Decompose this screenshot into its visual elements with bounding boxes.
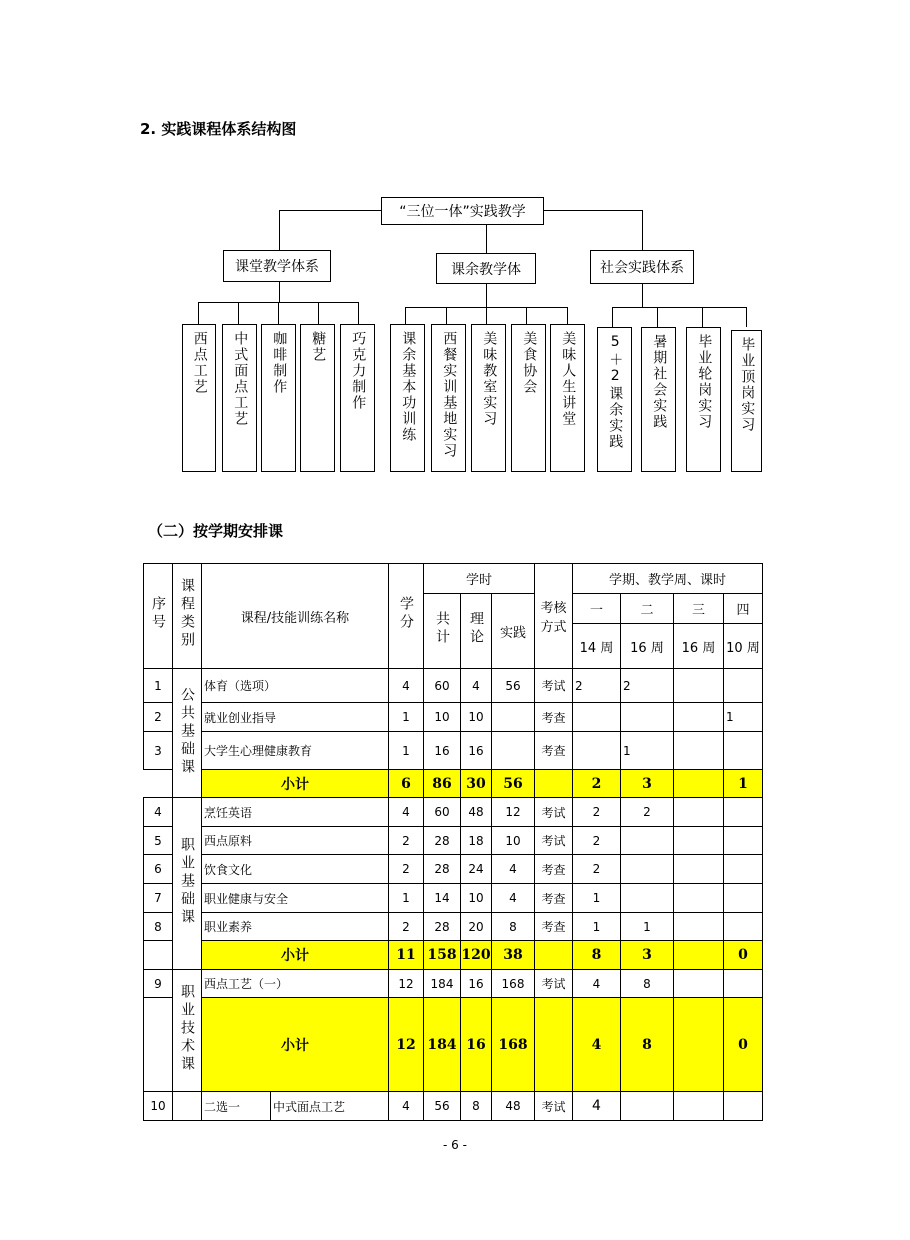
cell-s1: 8 xyxy=(573,941,621,970)
table-row xyxy=(144,732,763,770)
cell-s2: 3 xyxy=(621,770,674,798)
table-row xyxy=(144,884,763,913)
diagram-item: 糖艺 xyxy=(300,324,335,472)
cell-s4 xyxy=(724,669,763,703)
cell-theory: 16 xyxy=(461,970,492,998)
cell-s1 xyxy=(573,732,621,770)
cell-name: 职业健康与安全 xyxy=(202,884,389,913)
cell-assess: 考查 xyxy=(535,703,573,732)
table-row xyxy=(144,1092,763,1121)
diagram-item: 咖啡制作 xyxy=(261,324,296,472)
cell-s2: 1 xyxy=(621,913,674,941)
cell-assess: 考试 xyxy=(535,669,573,703)
header-category: 课程类别 xyxy=(173,564,202,669)
cell-practice xyxy=(492,732,535,770)
diagram-item: 美味人生讲堂 xyxy=(550,324,585,472)
cell-seq: 4 xyxy=(144,798,173,827)
category-technical: 职业技术课 xyxy=(173,970,202,1092)
cell-s3 xyxy=(674,855,724,884)
cell-s1: 2 xyxy=(573,827,621,855)
cell-theory: 8 xyxy=(461,1092,492,1121)
table-row xyxy=(144,827,763,855)
cell-name: 饮食文化 xyxy=(202,855,389,884)
header-semester-group: 学期、教学周、课时 xyxy=(573,564,763,594)
cell-practice: 4 xyxy=(492,855,535,884)
cell-assess: 考查 xyxy=(535,913,573,941)
cell-s3 xyxy=(674,884,724,913)
cell-practice: 8 xyxy=(492,913,535,941)
cell-theory: 10 xyxy=(461,703,492,732)
cell-practice: 168 xyxy=(492,970,535,998)
table-row xyxy=(144,970,763,998)
cell-name: 西点工艺（一） xyxy=(202,970,389,998)
cell-seq: 7 xyxy=(144,884,173,913)
diagram-item: 美食协会 xyxy=(511,324,546,472)
page-number: - 6 - xyxy=(443,1138,467,1152)
cell-seq xyxy=(144,941,173,970)
cell-total: 158 xyxy=(424,941,461,970)
cell-name: 小计 xyxy=(202,998,389,1092)
cell-name: 小计 xyxy=(202,770,389,798)
cell-seq: 1 xyxy=(144,669,173,703)
cell-total: 10 xyxy=(424,703,461,732)
cell-total: 28 xyxy=(424,913,461,941)
cell-theory: 24 xyxy=(461,855,492,884)
cell-credit: 4 xyxy=(389,1092,424,1121)
cell-seq xyxy=(144,770,173,798)
cell-name: 体育（选项） xyxy=(202,669,389,703)
diagram-group-extracurricular: 课余教学体 xyxy=(436,253,536,284)
cell-s1: 4 xyxy=(573,970,621,998)
cell-s2: 1 xyxy=(621,732,674,770)
cell-credit: 2 xyxy=(389,827,424,855)
cell-theory: 120 xyxy=(461,941,492,970)
cell-total: 28 xyxy=(424,827,461,855)
cell-assess: 考试 xyxy=(535,1092,573,1121)
cell-theory: 16 xyxy=(461,732,492,770)
diagram-item: 中式面点工艺 xyxy=(222,324,257,472)
cell-credit: 4 xyxy=(389,798,424,827)
diagram-item: 毕业轮岗实习 xyxy=(686,327,721,472)
cell-s2 xyxy=(621,703,674,732)
cell-practice: 56 xyxy=(492,770,535,798)
table-row xyxy=(144,798,763,827)
cell-credit: 2 xyxy=(389,913,424,941)
cell-s2 xyxy=(621,884,674,913)
cell-credit: 1 xyxy=(389,732,424,770)
cell-total: 60 xyxy=(424,798,461,827)
cell-practice: 12 xyxy=(492,798,535,827)
category-professional: 职业基础课 xyxy=(173,798,202,970)
cell-s3 xyxy=(674,998,724,1092)
cell-s2: 8 xyxy=(621,970,674,998)
cell-s1: 4 xyxy=(573,1092,621,1121)
diagram-root: “三位一体”实践教学 xyxy=(381,197,544,225)
diagram-group-classroom: 课堂教学体系 xyxy=(223,250,331,282)
cell-assess xyxy=(535,770,573,798)
cell-total: 60 xyxy=(424,669,461,703)
cell-s2 xyxy=(621,1092,674,1121)
cell-credit: 2 xyxy=(389,855,424,884)
header-semester-4: 四 xyxy=(724,594,763,624)
diagram-item: 毕业顶岗实习 xyxy=(731,330,762,472)
cell-choice: 二选一 xyxy=(202,1092,271,1121)
diagram-item: 西点工艺 xyxy=(182,324,216,472)
cell-name: 西点原料 xyxy=(202,827,389,855)
cell-s2: 3 xyxy=(621,941,674,970)
cell-practice: 10 xyxy=(492,827,535,855)
diagram-item: 课余基本功训练 xyxy=(390,324,425,472)
cell-total: 86 xyxy=(424,770,461,798)
header-weeks-4: 10 周 xyxy=(724,624,763,669)
cell-s3 xyxy=(674,669,724,703)
subtotal-row xyxy=(144,770,763,798)
cell-practice xyxy=(492,703,535,732)
cell-seq xyxy=(144,998,173,1092)
cell-credit: 12 xyxy=(389,998,424,1092)
diagram-item: 美味教室实习 xyxy=(471,324,506,472)
cell-name: 职业素养 xyxy=(202,913,389,941)
cell-s1: 2 xyxy=(573,798,621,827)
header-name: 课程/技能训练名称 xyxy=(202,564,389,669)
cell-s4: 1 xyxy=(724,703,763,732)
cell-s3 xyxy=(674,913,724,941)
practice-course-structure-diagram xyxy=(0,0,910,520)
cell-s4 xyxy=(724,827,763,855)
cell-seq: 3 xyxy=(144,732,173,770)
cell-name: 就业创业指导 xyxy=(202,703,389,732)
cell-s1: 1 xyxy=(573,884,621,913)
subsection-title: （二）按学期安排课 xyxy=(148,522,284,540)
cell-seq: 5 xyxy=(144,827,173,855)
cell-s4 xyxy=(724,732,763,770)
cell-assess: 考查 xyxy=(535,855,573,884)
cell-s3 xyxy=(674,970,724,998)
cell-s3 xyxy=(674,703,724,732)
header-weeks-2: 16 周 xyxy=(621,624,674,669)
header-weeks-1: 14 周 xyxy=(573,624,621,669)
diagram-item: 巧克力制作 xyxy=(340,324,375,472)
cell-practice: 4 xyxy=(492,884,535,913)
cell-total: 28 xyxy=(424,855,461,884)
cell-s1 xyxy=(573,703,621,732)
cell-credit: 11 xyxy=(389,941,424,970)
cell-s3 xyxy=(674,732,724,770)
cell-seq: 10 xyxy=(144,1092,173,1121)
cell-assess: 考查 xyxy=(535,884,573,913)
header-weeks-3: 16 周 xyxy=(674,624,724,669)
cell-total: 16 xyxy=(424,732,461,770)
header-semester-2: 二 xyxy=(621,594,674,624)
cell-assess: 考试 xyxy=(535,827,573,855)
cell-practice: 168 xyxy=(492,998,535,1092)
cell-s4 xyxy=(724,855,763,884)
table-row xyxy=(144,913,763,941)
cell-assess: 考试 xyxy=(535,798,573,827)
cell-theory: 16 xyxy=(461,998,492,1092)
cell-s2 xyxy=(621,855,674,884)
diagram-group-social: 社会实践体系 xyxy=(590,250,694,284)
cell-theory: 30 xyxy=(461,770,492,798)
cell-assess xyxy=(535,941,573,970)
cell-s1: 2 xyxy=(573,855,621,884)
cell-seq: 9 xyxy=(144,970,173,998)
cell-s4 xyxy=(724,913,763,941)
cell-s1: 1 xyxy=(573,913,621,941)
cell-assess: 考试 xyxy=(535,970,573,998)
cell-s2 xyxy=(621,827,674,855)
cell-seq: 6 xyxy=(144,855,173,884)
cell-total: 14 xyxy=(424,884,461,913)
cell-s4: 0 xyxy=(724,941,763,970)
subtotal-row xyxy=(144,998,763,1092)
table-header xyxy=(144,564,763,669)
cell-s4 xyxy=(724,970,763,998)
header-credit: 学分 xyxy=(389,564,424,669)
header-assess: 考核方式 xyxy=(535,564,573,669)
header-theory: 理论 xyxy=(461,594,492,669)
section-title: 2. 实践课程体系结构图 xyxy=(140,120,297,138)
cell-s3 xyxy=(674,827,724,855)
header-semester-1: 一 xyxy=(573,594,621,624)
diagram-item: 5＋2课余实践 xyxy=(597,327,632,472)
cell-category xyxy=(173,1092,202,1121)
cell-seq: 8 xyxy=(144,913,173,941)
category-public: 公共基础课 xyxy=(173,669,202,798)
cell-s4 xyxy=(724,798,763,827)
cell-name: 大学生心理健康教育 xyxy=(202,732,389,770)
cell-credit: 1 xyxy=(389,703,424,732)
cell-seq: 2 xyxy=(144,703,173,732)
cell-theory: 48 xyxy=(461,798,492,827)
cell-practice: 38 xyxy=(492,941,535,970)
header-practice: 实践 xyxy=(492,594,535,669)
cell-credit: 6 xyxy=(389,770,424,798)
cell-s1: 2 xyxy=(573,770,621,798)
cell-s2: 8 xyxy=(621,998,674,1092)
cell-s4: 0 xyxy=(724,998,763,1092)
header-seq: 序号 xyxy=(144,564,173,669)
cell-assess xyxy=(535,998,573,1092)
cell-total: 56 xyxy=(424,1092,461,1121)
cell-s4 xyxy=(724,884,763,913)
cell-s3 xyxy=(674,1092,724,1121)
diagram-item: 西餐实训基地实习 xyxy=(431,324,466,472)
cell-credit: 4 xyxy=(389,669,424,703)
cell-credit: 12 xyxy=(389,970,424,998)
table-row xyxy=(144,703,763,732)
course-schedule-table xyxy=(143,563,763,1121)
cell-theory: 18 xyxy=(461,827,492,855)
header-total: 共计 xyxy=(424,594,461,669)
cell-s3 xyxy=(674,798,724,827)
cell-name: 小计 xyxy=(202,941,389,970)
cell-theory: 20 xyxy=(461,913,492,941)
cell-name: 烹饪英语 xyxy=(202,798,389,827)
cell-s4: 1 xyxy=(724,770,763,798)
cell-s1: 4 xyxy=(573,998,621,1092)
header-hours: 学时 xyxy=(424,564,535,594)
cell-total: 184 xyxy=(424,998,461,1092)
table-row xyxy=(144,855,763,884)
cell-theory: 4 xyxy=(461,669,492,703)
cell-credit: 1 xyxy=(389,884,424,913)
cell-name: 中式面点工艺 xyxy=(271,1092,389,1121)
cell-s2: 2 xyxy=(621,669,674,703)
cell-s2: 2 xyxy=(621,798,674,827)
cell-practice: 48 xyxy=(492,1092,535,1121)
header-semester-3: 三 xyxy=(674,594,724,624)
subtotal-row xyxy=(144,941,763,970)
table-row xyxy=(144,669,763,703)
cell-total: 184 xyxy=(424,970,461,998)
cell-theory: 10 xyxy=(461,884,492,913)
cell-assess: 考查 xyxy=(535,732,573,770)
cell-s1: 2 xyxy=(573,669,621,703)
cell-s3 xyxy=(674,770,724,798)
cell-s3 xyxy=(674,941,724,970)
diagram-item: 暑期社会实践 xyxy=(641,327,676,472)
cell-practice: 56 xyxy=(492,669,535,703)
cell-s4 xyxy=(724,1092,763,1121)
